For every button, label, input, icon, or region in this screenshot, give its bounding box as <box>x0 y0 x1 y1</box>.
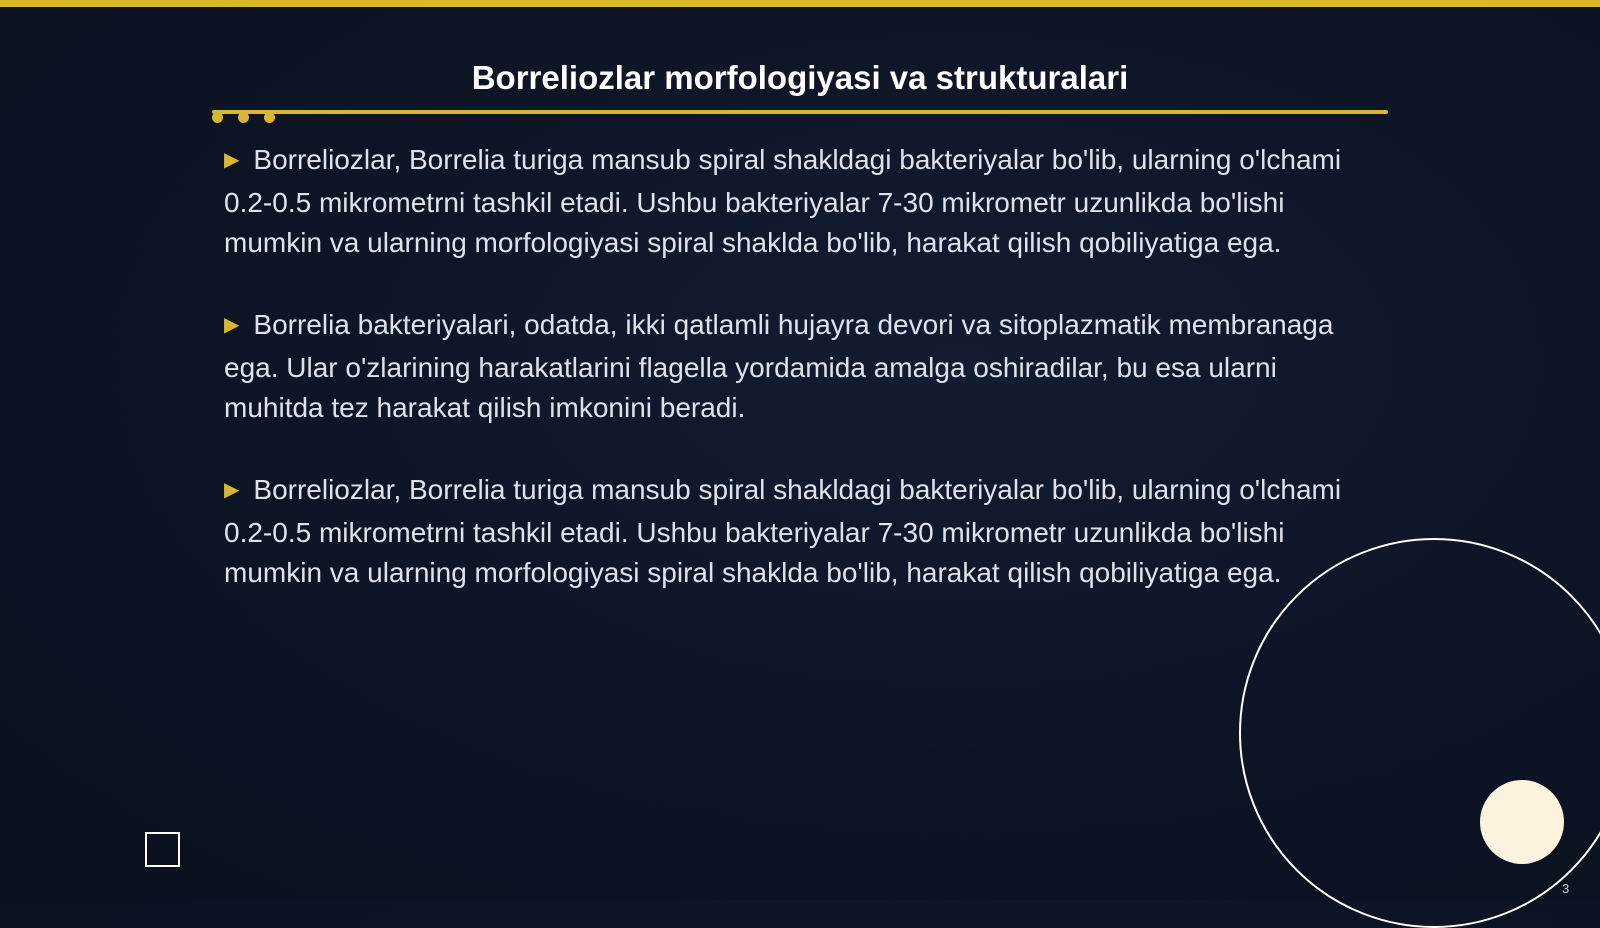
bullet-text-1: Borreliozlar, Borrelia turiga mansub spiral shakldagi bakteriyalar bo'lib, ularning o'lchami 0.2-0.5 mikrometrni tashkil etadi. Ushbu bakteriyalar 7-30 mikrometr uzunlikda bo'lishi mumkin va ularning morfologiyasi spiral shaklda bo'lib, harakat qilish qobiliyatiga ega. <box>224 144 1342 258</box>
underline-dot-3 <box>264 112 275 123</box>
bullet-text-2: Borrelia bakteriyalari, odatda, ikki qatlamli hujayra devori va sitoplazmatik membranaga ega. Ular o'zlarining harakatlarini flagella yordamida amalga oshiradilar, bu esa ularni muhitda tez harakat qilish imkonini beradi. <box>224 309 1334 423</box>
bullet-arrow-icon: ▶ <box>224 149 240 171</box>
page-number: 3 <box>1562 881 1570 896</box>
decorative-square-outline <box>145 832 180 867</box>
bullet-arrow-icon: ▶ <box>224 314 240 336</box>
bullet-item-1 <box>224 140 1384 263</box>
bullet-item-3 <box>224 470 1384 593</box>
title-underline <box>212 110 1388 114</box>
decorative-circle-outline <box>1239 538 1600 928</box>
underline-dot-1 <box>212 112 223 123</box>
bullet-arrow-icon: ▶ <box>224 479 240 501</box>
underline-dot-2 <box>238 112 249 123</box>
bullet-text-3: Borreliozlar, Borrelia turiga mansub spiral shakldagi bakteriyalar bo'lib, ularning o'lchami 0.2-0.5 mikrometrni tashkil etadi. Ushbu bakteriyalar 7-30 mikrometr uzunlikda bo'lishi mumkin va ularning morfologiyasi spiral shaklda bo'lib, harakat qilish qobiliyatiga ega. <box>224 474 1342 588</box>
top-accent-bar <box>0 0 1600 7</box>
slide-title: Borreliozlar morfologiyasi va strukturalari <box>471 59 1129 96</box>
bullet-item-2 <box>224 305 1384 428</box>
bullet-list <box>224 140 1384 635</box>
decorative-filled-circle <box>1480 780 1564 864</box>
